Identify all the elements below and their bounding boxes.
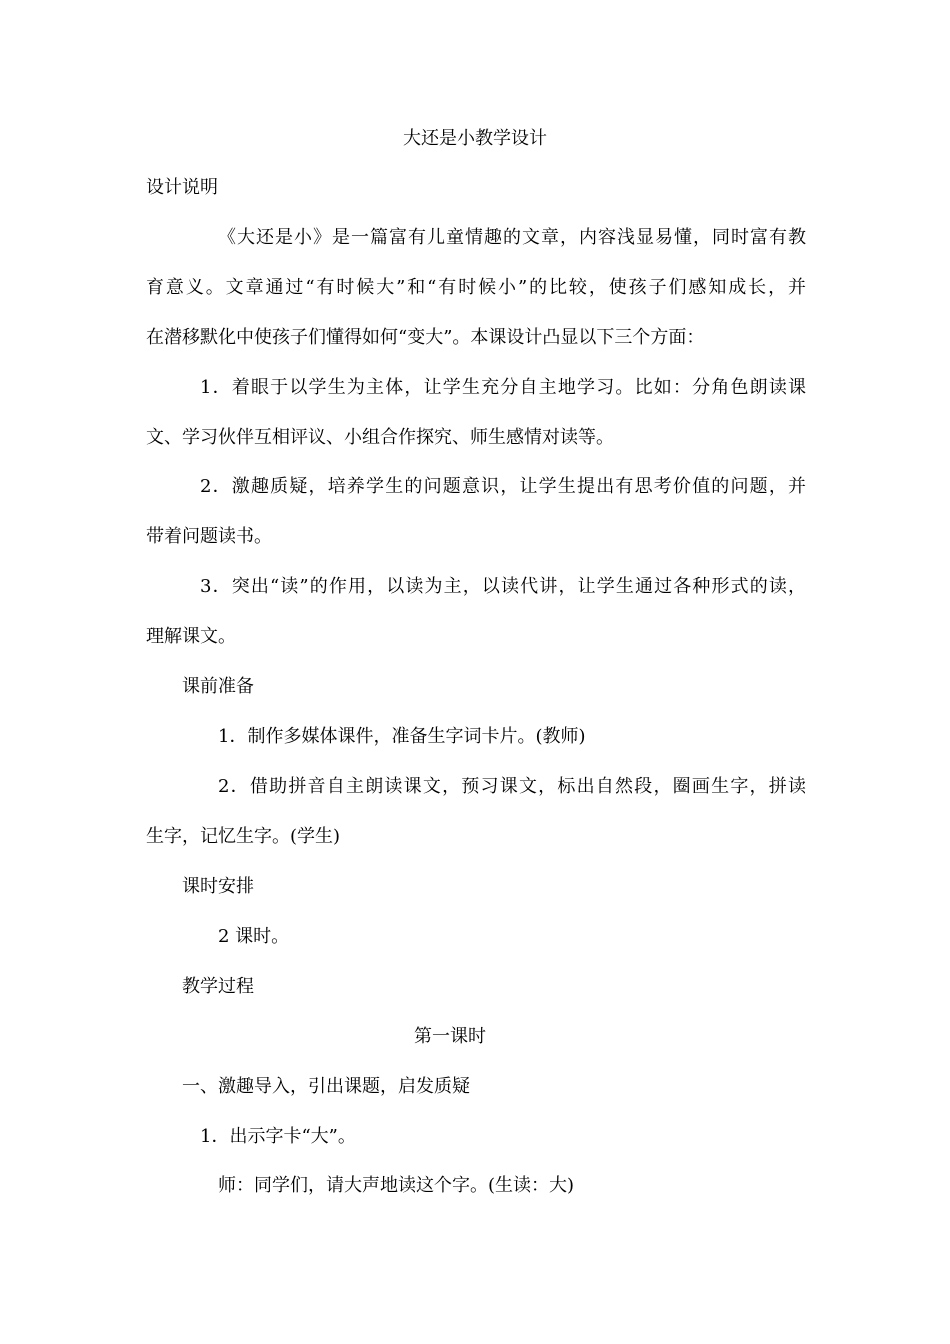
schedule-value: 2 课时。 xyxy=(218,926,290,947)
list-item-line: 3．突出“读”的作用，以读为主，以读代讲，让学生通过各种形式的读， xyxy=(200,576,806,597)
list-item-line: 文、学习伙伴互相评议、小组合作探究、师生感情对读等。 xyxy=(146,427,614,448)
heading-section-one: 一、激趣导入，引出课题，启发质疑 xyxy=(182,1076,470,1097)
list-item-line: 生字，记忆生字。(学生) xyxy=(146,826,341,847)
paragraph-line: 在潜移默化中使孩子们懂得如何“变大”。本课设计凸显以下三个方面： xyxy=(146,327,705,348)
heading-design-notes: 设计说明 xyxy=(146,177,218,198)
list-item-line: 理解课文。 xyxy=(146,626,236,647)
document-title: 大还是小教学设计 xyxy=(403,128,547,149)
heading-schedule: 课时安排 xyxy=(182,876,254,897)
list-item-line: 1．着眼于以学生为主体，让学生充分自主地学习。比如：分角色朗读课 xyxy=(200,377,806,398)
list-item-line: 2．激趣质疑，培养学生的问题意识，让学生提出有思考价值的问题，并 xyxy=(200,476,806,497)
dialogue-line: 师：同学们，请大声地读这个字。(生读：大) xyxy=(218,1175,575,1196)
heading-teaching-process: 教学过程 xyxy=(182,976,254,997)
paragraph-line: 育意义。文章通过“有时候大”和“有时候小”的比较，使孩子们感知成长，并 xyxy=(146,277,806,298)
paragraph-line: 《大还是小》是一篇富有儿童情趣的文章，内容浅显易懂，同时富有教 xyxy=(218,227,806,248)
heading-first-lesson: 第一课时 xyxy=(414,1026,486,1047)
list-item-line: 2．借助拼音自主朗读课文，预习课文，标出自然段，圈画生字，拼读 xyxy=(218,776,806,797)
heading-preparation: 课前准备 xyxy=(182,676,254,697)
list-item-line: 带着问题读书。 xyxy=(146,526,272,547)
list-item-line: 1．制作多媒体课件，准备生字词卡片。(教师) xyxy=(218,726,586,747)
step-line: 1．出示字卡“大”。 xyxy=(200,1126,356,1147)
